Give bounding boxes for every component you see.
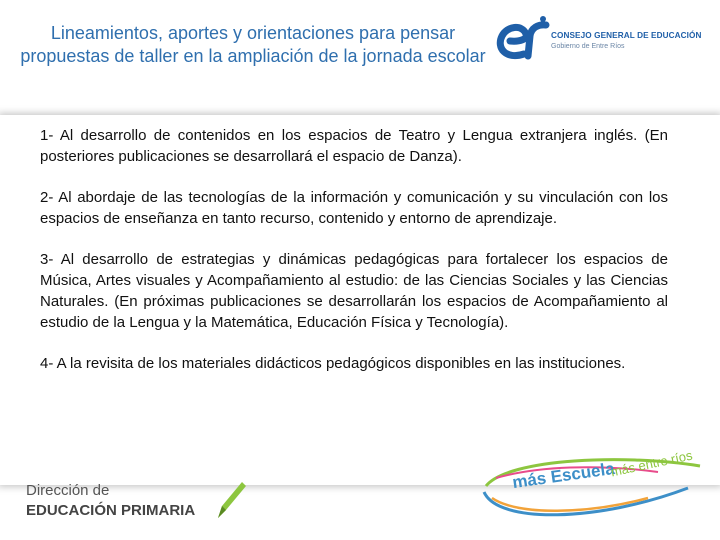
- content-panel: [0, 115, 720, 485]
- list-item: 2- Al abordaje de las tecnologías de la información y comunicación y su vinculación con los espacios de enseñanza en tanto recurso, contenido y entorno de aprendizaje.: [40, 189, 668, 227]
- mas-escuela-logo: [478, 448, 708, 528]
- items-list: [40, 125, 668, 394]
- list-item: 1- Al desarrollo de contenidos en los espacios de Teatro y Lengua extranjera inglés. (En posteriores publicaciones se desarrollará el espacio de Danza).: [40, 127, 668, 165]
- list-item: 3- Al desarrollo de estrategias y dinámicas pedagógicas para fortalecer los espacios de Música, Artes visuales y Acompañamiento al estudio: de las Ciencias Sociales y las Ciencias Naturales. (En próximas publicaciones se desarrollarán los espacios de Acompañamiento al estudio de la Lengua y la Matemática, Educación Física y Tecnología).: [40, 251, 668, 331]
- cge-gov-name: Gobierno de Entre Ríos: [551, 43, 625, 50]
- cge-logo: [494, 14, 706, 68]
- pencil-icon: [214, 480, 248, 520]
- mas-escuela-text: más Escuela: [511, 458, 616, 493]
- mas-entre-rios-text: más entre ríos: [609, 447, 694, 480]
- educacion-primaria-logo: [26, 480, 256, 524]
- dep-line1: Dirección de: [26, 482, 110, 499]
- dep-line2: EDUCACIÓN PRIMARIA: [26, 502, 196, 519]
- slide-title: Lineamientos, aportes y orientaciones para pensar propuestas de taller en la ampliación de la jornada escolar: [20, 23, 486, 66]
- list-item: 4- A la revisita de los materiales didácticos pedagógicos disponibles en las instituciones.: [40, 355, 626, 372]
- cge-logo-mark-icon: [494, 14, 550, 68]
- cge-org-name: CONSEJO GENERAL DE EDUCACIÓN: [551, 31, 702, 40]
